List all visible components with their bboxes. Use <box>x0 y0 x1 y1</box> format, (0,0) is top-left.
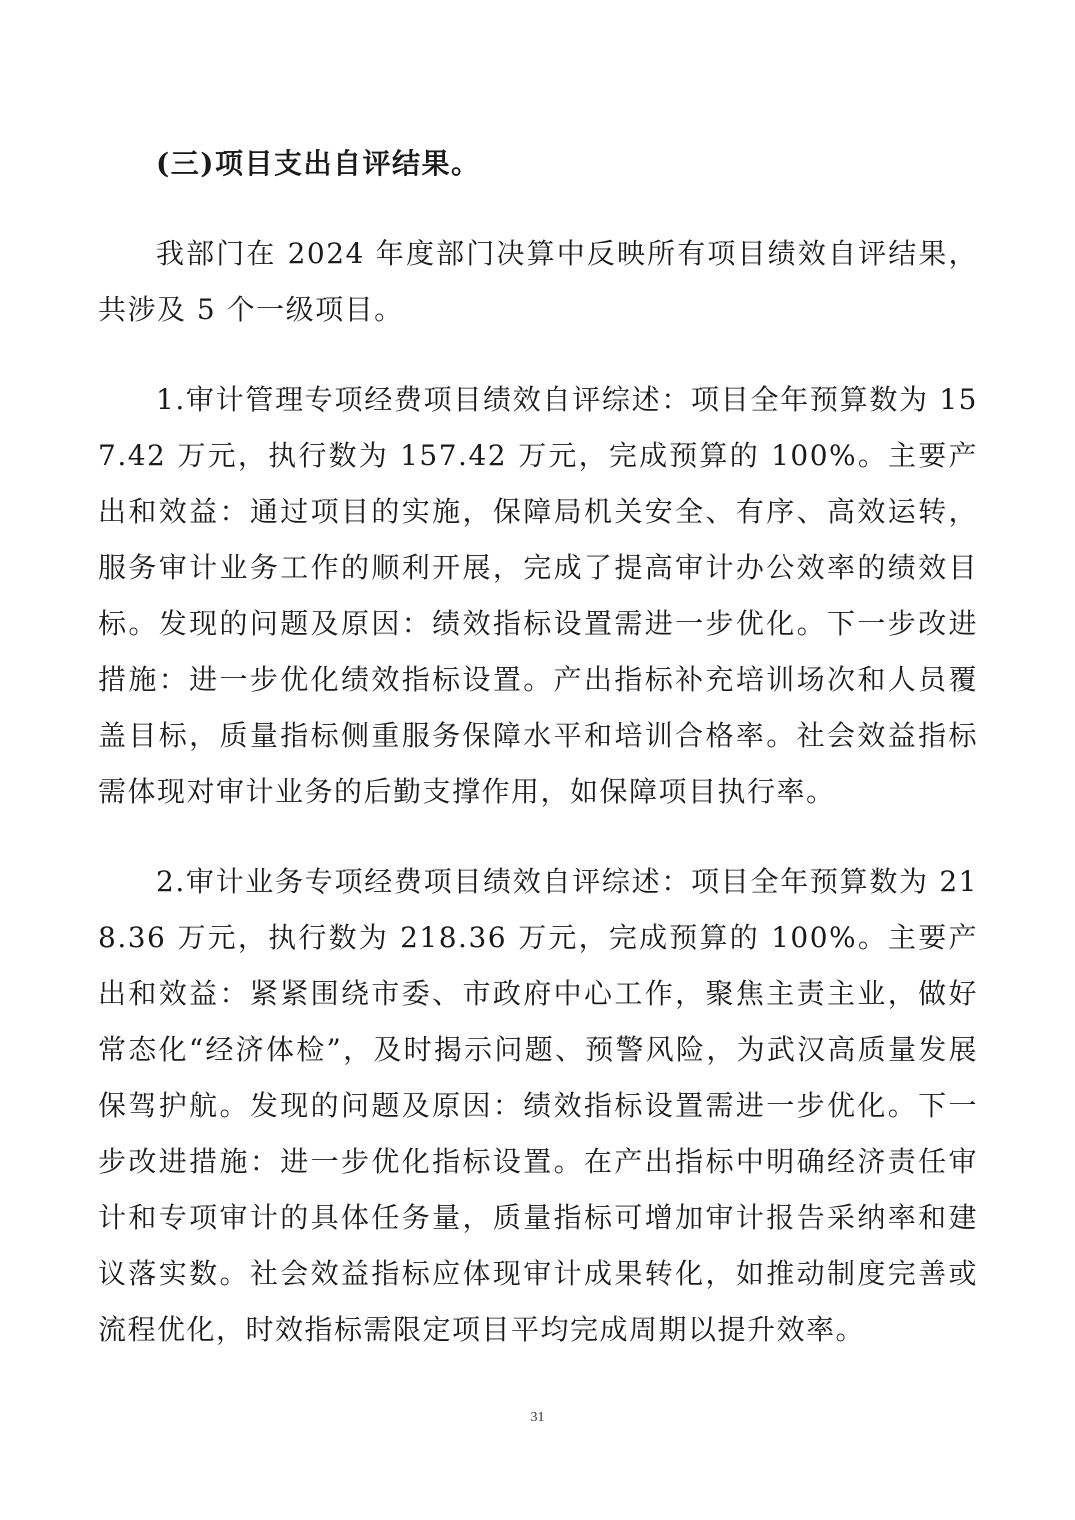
document-body <box>98 136 978 1358</box>
intro-paragraph: 我部门在 2024 年度部门决算中反映所有项目绩效自评结果，共涉及 5 个一级项目。 <box>98 237 978 326</box>
project-2-paragraph: 2.审计业务专项经费项目绩效自评综述：项目全年预算数为 218.36 万元，执行数为 218.36 万元，完成预算的 100%。主要产出和效益：紧紧围绕市委、市政府中心工作，聚焦主责主业，做好常态化“经济体检”，及时揭示问题、预警风险，为武汉高质量发展保驾护航。发现的问题及原因：绩效指标设置需进一步优化。下一步改进措施：进一步优化指标设置。在产出指标中明确经济责任审计和专项审计的具体任务量，质量指标可增加审计报告采纳率和建议落实数。社会效益指标应体现审计成果转化，如推动制度完善或流程优化，时效指标需限定项目平均完成周期以提升效率。 <box>98 865 978 1346</box>
page-number: 31 <box>530 1410 545 1425</box>
section-heading: (三)项目支出自评结果。 <box>156 147 481 180</box>
project-1-paragraph: 1.审计管理专项经费项目绩效自评综述：项目全年预算数为 157.42 万元，执行数为 157.42 万元，完成预算的 100%。主要产出和效益：通过项目的实施，保障局机关安全、有序、高效运转，服务审计业务工作的顺利开展，完成了提高审计办公效率的绩效目标。发现的问题及原因：绩效指标设置需进一步优化。下一步改进措施：进一步优化绩效指标设置。产出指标补充培训场次和人员覆盖目标，质量指标侧重服务保障水平和培训合格率。社会效益指标需体现对审计业务的后勤支撑作用，如保障项目执行率。 <box>98 383 978 808</box>
